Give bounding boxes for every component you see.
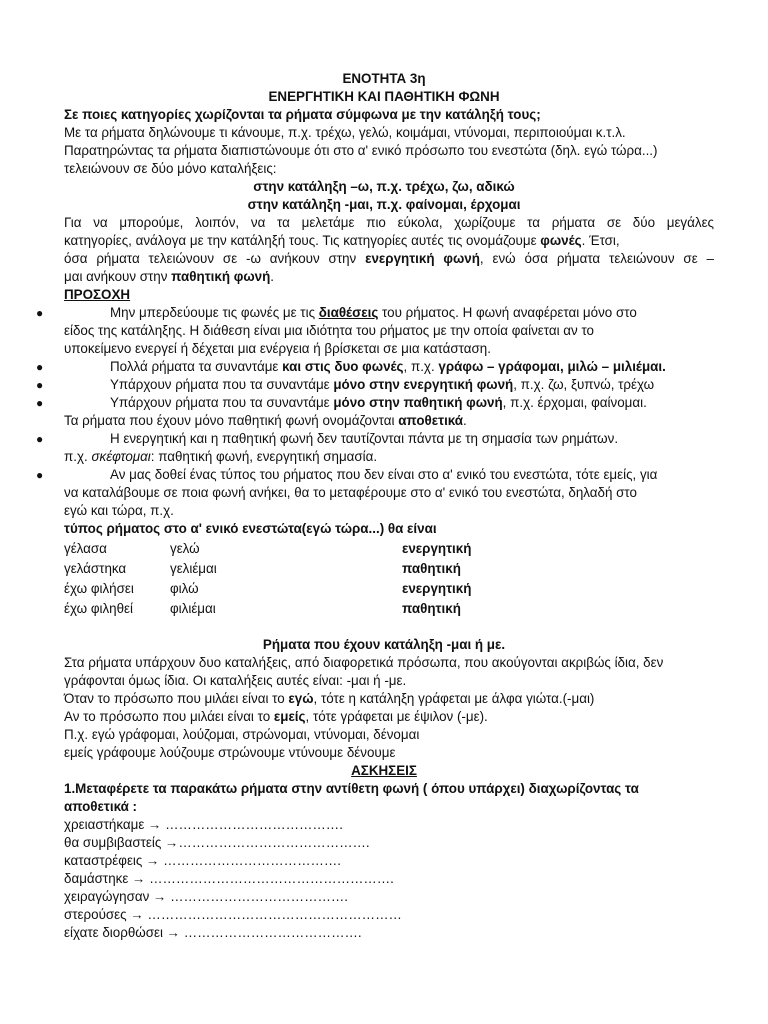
section-number: ΕΝΟΤΗΤΑ 3η [342,71,426,86]
bullet-marker: ● [36,468,44,482]
voices-paragraph-line-1: Για να μπορούμε, λοιπόν, να τα μελετάμε πιο εύκολα, χωρίζουμε τα ρήματα σε δύο μεγάλες [64,215,714,230]
table-cell-present: γελιέμαι [170,561,217,576]
table-cell-voice: ενεργητική [402,581,472,596]
endings-line-2: γράφονται όμως ίδια. Οι καταλήξεις αυτές είναι: -μαι ή -με. [64,673,407,688]
endings-heading: Ρήματα που έχουν κατάληξη -μαι ή με. [262,637,506,652]
table-cell-voice: παθητική [402,601,461,616]
voices-paragraph-line-2: κατηγορίες, ανάλογα με την κατάληξή τους. Τις κατηγορίες αυτές τις ονομάζουμε φωνές. Έτσι, [64,233,620,248]
exercise-item[interactable]: στερούσες → ………………………………………………… [64,907,402,922]
table-cell-voice: παθητική [402,561,461,576]
exercise-item[interactable]: χρειαστήκαμε → …………………………………. [64,817,343,832]
table-cell-form: γέλασα [64,541,107,556]
attention-bullet-5: Η ενεργητική και η παθητική φωνή δεν ταυτίζονται πάντα με τη σημασία των ρημάτων. [110,431,619,446]
attention-heading: ΠΡΟΣΟΧΗ [64,287,131,302]
intro-line-3: τελειώνουν σε δύο μόνο καταλήξεις: [64,161,277,176]
intro-line-1: Με τα ρήματα δηλώνουμε τι κάνουμε, π.χ. τρέχω, γελώ, κοιμάμαι, ντύνομαι, περιποιούμαι κ.τ.λ. [64,125,626,140]
exercise-item[interactable]: δαμάστηκε → ………………………………………………. [64,871,394,886]
attention-bullet-1-line-2: είδος της κατάληξης. Η διάθεση είναι μια ιδιότητα του ρήματος με την οποία φαίνεται αν το [64,323,595,338]
page-title: ΕΝΕΡΓΗΤΙΚΗ ΚΑΙ ΠΑΘΗΤΙΚΗ ΦΩΝΗ [268,89,500,104]
bullet-marker: ● [36,432,44,446]
exercise-1-line-1: 1.Μεταφέρετε τα παρακάτω ρήματα στην αντίθετη φωνή ( όπου υπάρχει) διαχωρίζοντας τα [64,781,639,796]
bullet-marker: ● [36,360,44,374]
attention-bullet-3: Υπάρχουν ρήματα που τα συναντάμε μόνο στην ενεργητική φωνή, π.χ. ζω, ξυπνώ, τρέχω [110,377,655,392]
exercise-item[interactable]: θα συμβιβαστείς →……………………………………. [64,835,370,850]
intro-question: Σε ποιες κατηγορίες χωρίζονται τα ρήματα σύμφωνα με την κατάληξή τους; [64,107,541,122]
attention-bullet-6-line-1: Αν μας δοθεί ένας τύπος του ρήματος που δεν είναι στο α' ενικό του ενεστώτα, τότε εμείς, για [110,467,658,482]
exercise-item[interactable]: είχατε διορθώσει → …………………………………. [64,925,362,940]
attention-bullet-4: Υπάρχουν ρήματα που τα συναντάμε μόνο στην παθητική φωνή, π.χ. έρχομαι, φαίνομαι. [110,395,647,410]
voices-paragraph-line-4: μαι ανήκουν στην παθητική φωνή. [64,269,275,284]
endings-line-1: Στα ρήματα υπάρχουν δυο καταλήξεις, από διαφορετικά πρόσωπα, που ακούγονται ακριβώς ίδια, δεν [64,655,664,670]
attention-bullet-1-line-1: Μην μπερδεύουμε τις φωνές με τις διαθέσεις του ρήματος. Η φωνή αναφέρεται μόνο στο [110,305,637,320]
table-cell-present: φιλιέμαι [170,601,216,616]
exercise-1-line-2: αποθετικά : [64,799,138,814]
endings-example-2: εμείς γράφουμε λούζουμε στρώνουμε ντύνουμε δένουμε [64,745,396,760]
bullet-marker: ● [36,306,44,320]
ending-omega: στην κατάληξη –ω, π.χ. τρέχω, ζω, αδικώ [253,179,515,194]
attention-bullet-1-line-3: υποκείμενο ενεργεί ή δέχεται μια ενέργεια ή βρίσκεται σε μια κατάσταση. [64,341,491,356]
exercise-item[interactable]: χειραγώγησαν → …………………………………. [64,889,348,904]
exercise-item[interactable]: καταστρέφεις → …………………………………. [64,853,341,868]
endings-example-1: Π.χ. εγώ γράφομαι, λούζομαι, στρώνομαι, ντύνομαι, δένομαι [64,727,420,742]
table-cell-form: έχω φιληθεί [64,601,134,616]
attention-bullet-2: Πολλά ρήματα τα συναντάμε και στις δυο φωνές, π.χ. γράφω – γράφομαι, μιλώ – μιλιέμαι. [110,359,666,374]
endings-line-3: Όταν το πρόσωπο που μιλάει είναι το εγώ, τότε η κατάληξη γράφεται με άλφα γιώτα.(-μαι) [64,691,595,706]
exercises-heading: ΑΣΚΗΣΕΙΣ [351,763,417,778]
deponent-note: Τα ρήματα που έχουν μόνο παθητική φωνή ονομάζονται αποθετικά. [64,413,467,428]
table-cell-form: έχω φιλήσει [64,581,134,596]
table-cell-present: γελώ [170,541,200,556]
bullet-marker: ● [36,396,44,410]
attention-example: π.χ. σκέφτομαι: παθητική φωνή, ενεργητική σημασία. [64,449,378,464]
table-cell-voice: ενεργητική [402,541,472,556]
table-cell-present: φιλώ [170,581,199,596]
ending-mai: στην κατάληξη -μαι, π.χ. φαίνομαι, έρχομαι [247,197,521,212]
endings-line-4: Αν το πρόσωπο που μιλάει είναι το εμείς, τότε γράφεται με έψιλον (-με). [64,709,488,724]
attention-bullet-6-line-3: εγώ και τώρα, π.χ. [64,503,174,518]
intro-line-2: Παρατηρώντας τα ρήματα διαπιστώνουμε ότι στο α' ενικό πρόσωπο του ενεστώτα (δηλ. εγώ τώρα...) [64,143,658,158]
attention-bullet-6-line-2: να καταλάβουμε σε ποια φωνή ανήκει, θα το μεταφέρουμε στο α' ενικό του ενεστώτα, δηλαδή στο [64,485,637,500]
voices-paragraph-line-3: όσα ρήματα τελειώνουν σε -ω ανήκουν στην ενεργητική φωνή, ενώ όσα ρήματα τελειώνουν σε – [64,251,714,266]
table-cell-form: γελάστηκα [64,561,127,576]
voice-table-header: τύπος ρήματος στο α' ενικό ενεστώτα(εγώ τώρα...) θα είναι [64,521,437,536]
bullet-marker: ● [36,378,44,392]
